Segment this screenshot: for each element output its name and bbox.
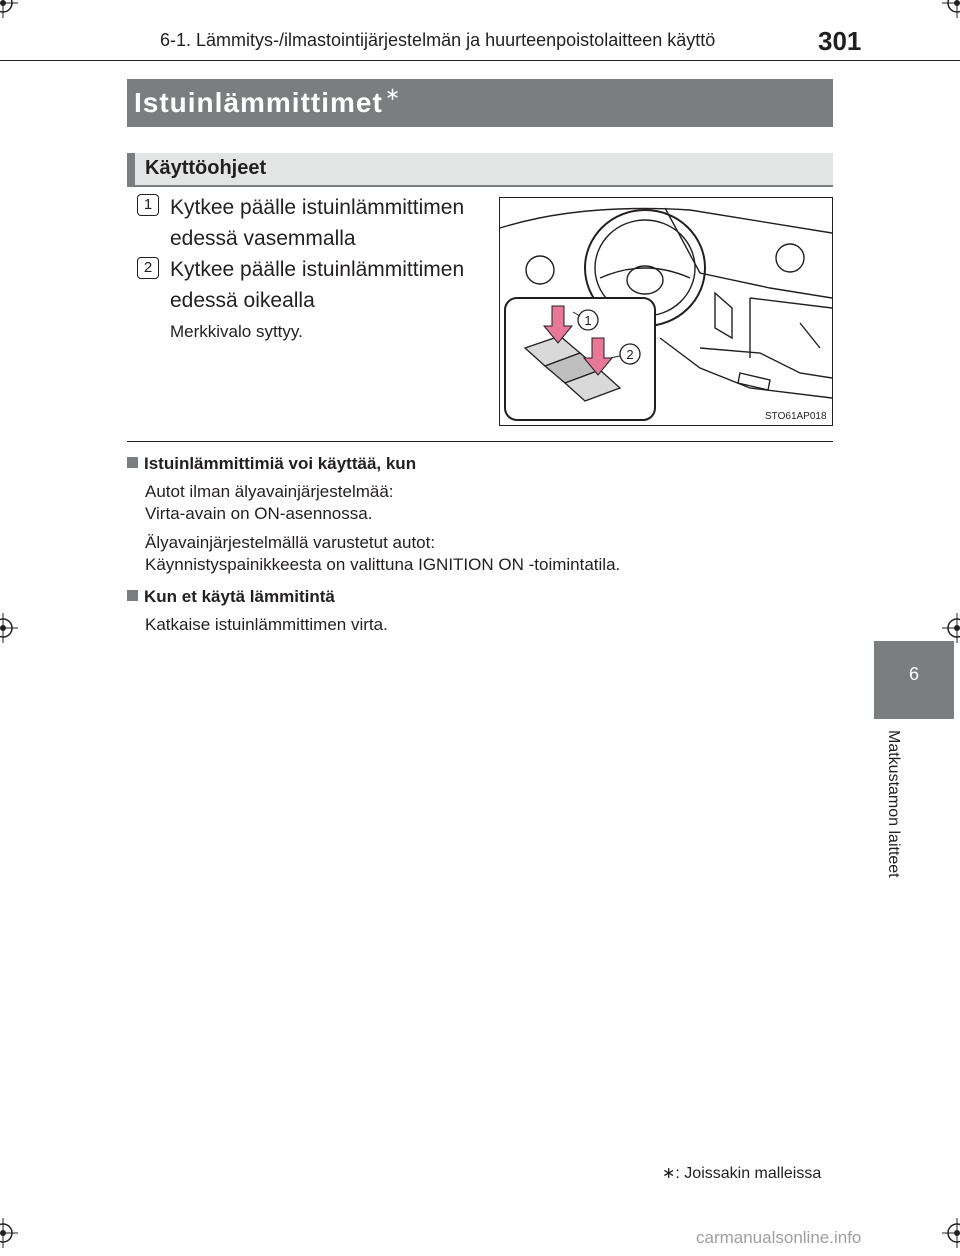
- seat-heater-illustration: [499, 197, 833, 426]
- header-divider: [0, 60, 960, 61]
- running-header-title: 6-1. Lämmitys-/ilmastointijärjestelmän ja huurteenpoistolaitteen käyttö: [160, 30, 716, 50]
- callout-label: 2: [626, 347, 634, 362]
- console-outline: [665, 208, 832, 298]
- section-divider: [127, 441, 833, 442]
- registration-mark-icon: [942, 613, 960, 643]
- bullet-square-icon: [127, 590, 138, 601]
- section-heading-text: Istuinlämmittimiä voi käyttää, kun: [144, 454, 417, 473]
- registration-mark-icon: [0, 613, 18, 643]
- section-heading-text: Kun et käytä lämmitintä: [144, 587, 335, 606]
- page-number: 301: [818, 26, 862, 56]
- paragraph-line: Autot ilman älyavainjärjestelmää:: [145, 482, 394, 501]
- paragraph: [145, 614, 388, 636]
- indicator-note: Merkkivalo syttyy.: [170, 322, 303, 341]
- figure-code: STO61AP018: [765, 411, 827, 422]
- callout-label: 1: [584, 313, 592, 328]
- chapter-number: 6: [908, 664, 919, 684]
- step-text: Kytkee päälle istuinlämmittimen edessä vasemmalla: [170, 196, 465, 250]
- air-vent-left: [526, 256, 554, 284]
- step-number-badge: 2: [137, 257, 159, 279]
- paragraph: [145, 481, 394, 525]
- dashboard-outline: [500, 208, 832, 233]
- paragraph-line: Käynnistyspainikkeesta on valittuna IGNITION ON -toimintatila.: [145, 555, 621, 574]
- seat-outline: [750, 298, 832, 358]
- section-heading: [127, 454, 416, 474]
- gear-lever: [715, 293, 732, 338]
- console-edge: [700, 348, 832, 378]
- dashboard-line-drawing: [500, 198, 832, 425]
- bullet-square-icon: [127, 457, 138, 468]
- subheading: Käyttöohjeet: [145, 157, 267, 179]
- registration-mark-icon: [0, 1218, 18, 1248]
- paragraph: [145, 532, 620, 576]
- registration-mark-icon: [0, 0, 18, 18]
- page-title-text: Istuinlämmittimet: [134, 87, 383, 118]
- steering-hub: [627, 266, 663, 294]
- step-number-badge: 1: [137, 194, 159, 216]
- chapter-label: Matkustamon laitteet: [885, 730, 902, 878]
- paragraph-line: Katkaise istuinlämmittimen virta.: [145, 615, 388, 634]
- section-heading: [127, 587, 335, 607]
- title-footnote-mark: ∗: [384, 84, 401, 104]
- footnote-mark: ∗: [662, 1165, 676, 1182]
- floor-edge: [660, 338, 832, 398]
- subheading-accent: [127, 153, 135, 187]
- footnote-text: : Joissakin malleissa: [675, 1165, 822, 1182]
- steering-spoke: [600, 268, 690, 278]
- air-vent-right: [776, 244, 804, 272]
- footnote: [662, 1163, 821, 1183]
- step-text: Kytkee päälle istuinlämmittimen edessä oikealla: [170, 258, 465, 312]
- switch-panel-small: [738, 373, 770, 390]
- registration-mark-icon: [942, 1218, 960, 1248]
- registration-mark-icon: [942, 0, 960, 18]
- page-title: [134, 84, 401, 119]
- paragraph-line: Virta-avain on ON-asennossa.: [145, 504, 373, 523]
- paragraph-line: Älyavainjärjestelmällä varustetut autot:: [145, 533, 436, 552]
- watermark: carmanualsonline.info: [696, 1228, 862, 1247]
